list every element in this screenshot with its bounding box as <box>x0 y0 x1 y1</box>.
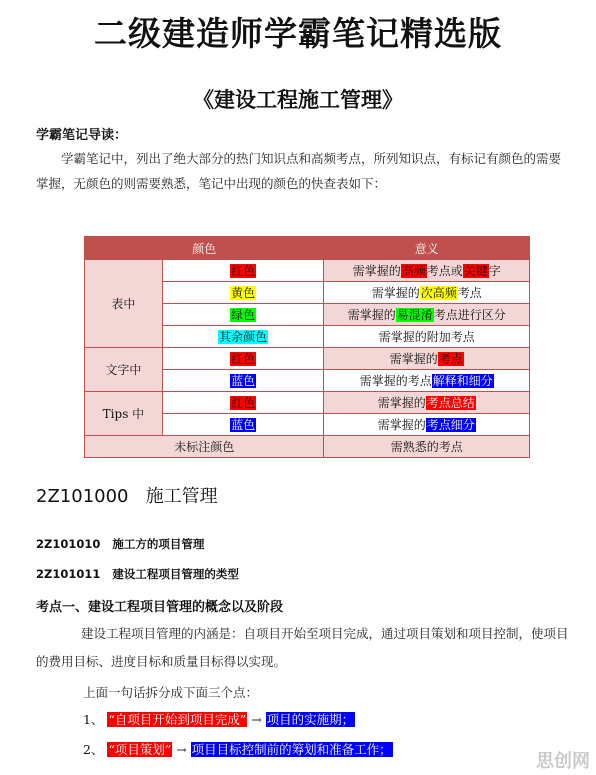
legend-color-label: 黄色 <box>231 286 256 300</box>
section-code: 2Z101000 <box>36 486 129 507</box>
legend-row <box>85 392 530 414</box>
legend-meaning-text: 需掌握的 <box>352 264 401 278</box>
subsection-2 <box>36 566 239 582</box>
legend-color-label: 蓝色 <box>231 374 256 388</box>
section-title: 施工管理 <box>145 486 218 507</box>
legend-color-label: 红色 <box>231 352 256 366</box>
subsection-2-code: 2Z101011 <box>36 567 101 581</box>
legend-header-color: 颜色 <box>85 237 324 260</box>
legend-highlight: 考点 <box>438 352 463 366</box>
legend-meaning-text: 需掌握的考点 <box>359 374 432 388</box>
document-title: 二级建造师学霸笔记精选版 <box>94 14 502 53</box>
split-intro: 上面一句话拆分成下面三个点： <box>83 685 259 700</box>
legend-highlight: 易混淆 <box>396 308 433 322</box>
section-heading <box>36 482 218 508</box>
legend-meaning-text: 考点 <box>457 286 482 300</box>
list-item-result: 项目目标控制前的筹划和准备工作； <box>191 742 392 757</box>
legend-meaning-text: 考点或 <box>426 264 463 278</box>
list-item-number: 2、 <box>83 742 104 757</box>
list-item-quote: “项目策划” <box>108 742 172 757</box>
list-item <box>83 710 355 728</box>
document-subtitle: 《建设工程施工管理》 <box>193 87 403 112</box>
legend-footer-row <box>85 436 530 458</box>
legend-highlight: 考点细分 <box>426 418 475 432</box>
point-heading: 考点一、建设工程项目管理的概念以及阶段 <box>36 600 284 615</box>
legend-highlight: 解释和细分 <box>432 374 493 388</box>
legend-highlight: 考点总结 <box>426 396 475 410</box>
legend-meaning-text: 需掌握的附加考点 <box>378 330 475 344</box>
legend-meaning-text: 需掌握的 <box>371 286 420 300</box>
legend-color-label: 其余颜色 <box>219 330 268 344</box>
legend-footer-right: 需熟悉的考点 <box>324 436 530 458</box>
legend-row <box>85 348 530 370</box>
guide-heading: 学霸笔记导读： <box>36 128 128 143</box>
legend-meaning-text: 需掌握的 <box>389 352 438 366</box>
color-legend-table <box>84 236 530 458</box>
legend-meaning-text: 需掌握的 <box>347 308 396 322</box>
guide-paragraph: 学霸笔记中，列出了绝大部分的热门知识点和高频考点，所列知识点，有标记有颜色的需要掌握，无颜色的则需要熟悉，笔记中出现的颜色的快查表如下： <box>36 151 562 191</box>
list-item-result: 项目的实施期； <box>266 712 355 727</box>
legend-color-label: 红色 <box>231 396 256 410</box>
watermark-logo: 思创网 <box>536 751 590 772</box>
legend-header-row <box>85 237 530 260</box>
legend-group-table: 表中 <box>85 260 163 348</box>
subsection-1 <box>36 536 204 552</box>
legend-color-label: 蓝色 <box>231 418 256 432</box>
legend-color-label: 绿色 <box>231 308 256 322</box>
point-paragraph: 建设工程项目管理的内涵是：自项目开始至项目完成，通过项目策划和项目控制，使项目的费用目标、进度目标和质量目标得以实现。 <box>36 626 569 669</box>
subsection-1-code: 2Z101010 <box>36 537 101 551</box>
list-item-quote: “自项目开始到项目完成” <box>108 712 247 727</box>
legend-header-meaning: 意义 <box>324 237 530 260</box>
legend-meaning-text: 需掌握的 <box>377 418 426 432</box>
legend-highlight: 次高频 <box>420 286 457 300</box>
list-item <box>83 740 393 758</box>
arrow-icon: → <box>176 742 187 757</box>
legend-meaning-text: 字 <box>488 264 501 278</box>
legend-color-label: 红色 <box>231 264 256 278</box>
arrow-icon: → <box>251 712 262 727</box>
legend-row <box>85 260 530 282</box>
legend-group-tips: Tips 中 <box>85 392 163 436</box>
legend-meaning-text: 需掌握的 <box>377 396 426 410</box>
list-item-number: 1、 <box>83 712 104 727</box>
legend-highlight: 高频 <box>401 264 426 278</box>
legend-footer-left: 未标注颜色 <box>85 436 324 458</box>
subsection-1-title: 施工方的项目管理 <box>112 537 205 551</box>
legend-meaning-text: 考点进行区分 <box>433 308 506 322</box>
legend-highlight: 关键 <box>463 264 488 278</box>
legend-group-text: 文字中 <box>85 348 163 392</box>
subsection-2-title: 建设工程项目管理的类型 <box>112 567 239 581</box>
